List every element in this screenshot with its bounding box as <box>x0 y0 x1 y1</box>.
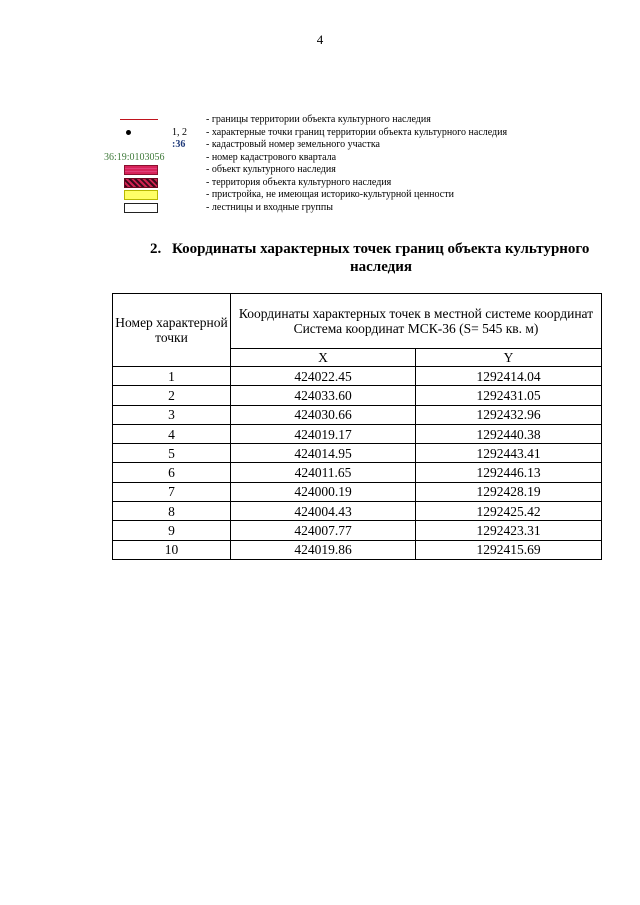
section-title-line2: наследия <box>349 259 413 275</box>
table-row <box>113 405 602 424</box>
extension-swatch-icon <box>124 190 158 200</box>
header-point-number: Номер характерной точки <box>113 294 231 367</box>
legend-row-extension <box>100 189 580 202</box>
point-number-cell: 10 <box>113 540 231 559</box>
legend-row-boundary <box>100 114 580 127</box>
table-row <box>113 444 602 463</box>
stairs-swatch-icon <box>124 203 158 213</box>
table-row <box>113 463 602 482</box>
legend-text: - пристройка, не имеющая историко-культурной ценности <box>206 189 454 200</box>
y-coordinate-cell: 1292432.96 <box>416 405 602 424</box>
point-number-cell: 3 <box>113 405 231 424</box>
legend-text: - объект культурного наследия <box>206 164 336 175</box>
legend-symbol-label: 36:19:0103056 <box>104 151 165 163</box>
table-row <box>113 502 602 521</box>
header-x: X <box>231 349 416 367</box>
legend-row-points <box>100 127 580 140</box>
header-coordinates-line1: Координаты характерных точек в местной системе координат <box>238 306 594 321</box>
point-number-cell: 1 <box>113 367 231 386</box>
legend-text: - лестницы и входные группы <box>206 201 333 213</box>
heritage-object-swatch-icon <box>124 165 158 175</box>
x-coordinate-cell: 424030.66 <box>231 405 416 424</box>
legend-text: - характерные точки границ территории объекта культурного наследия <box>206 126 508 138</box>
x-coordinate-cell: 424022.45 <box>231 367 416 386</box>
point-number-cell: 9 <box>113 521 231 540</box>
x-coordinate-cell: 424000.19 <box>231 482 416 501</box>
x-coordinate-cell: 424011.65 <box>231 463 416 482</box>
x-coordinate-cell: 424019.86 <box>231 540 416 559</box>
x-coordinate-cell: 424007.77 <box>231 521 416 540</box>
header-coordinates-line2: Система координат МСК-36 (S= 545 кв. м) <box>293 321 539 336</box>
legend-text: - территория объекта культурного наследия <box>206 176 392 188</box>
coordinates-table <box>112 293 602 560</box>
y-coordinate-cell: 1292443.41 <box>416 444 602 463</box>
map-legend <box>100 114 580 214</box>
table-row <box>113 367 602 386</box>
section-title-line1: Координаты характерных точек границ объекта культурного <box>172 241 590 257</box>
x-coordinate-cell: 424014.95 <box>231 444 416 463</box>
point-number-cell: 7 <box>113 482 231 501</box>
point-number-cell: 8 <box>113 502 231 521</box>
y-coordinate-cell: 1292423.31 <box>416 521 602 540</box>
legend-row-stairs <box>100 202 580 215</box>
legend-text: - границы территории объекта культурного наследия <box>206 114 431 125</box>
legend-row-cadastral <box>100 139 580 152</box>
legend-row-quarter <box>100 152 580 165</box>
y-coordinate-cell: 1292414.04 <box>416 367 602 386</box>
legend-row-heritage-territory <box>100 177 580 190</box>
point-number-cell: 2 <box>113 386 231 405</box>
x-coordinate-cell: 424019.17 <box>231 424 416 443</box>
header-coordinates <box>231 294 602 349</box>
y-coordinate-cell: 1292446.13 <box>416 463 602 482</box>
table-row <box>113 386 602 405</box>
y-coordinate-cell: 1292415.69 <box>416 540 602 559</box>
y-coordinate-cell: 1292425.42 <box>416 502 602 521</box>
table-row <box>113 482 602 501</box>
table-body <box>113 367 602 560</box>
y-coordinate-cell: 1292428.19 <box>416 482 602 501</box>
y-coordinate-cell: 1292440.38 <box>416 424 602 443</box>
table-row <box>113 540 602 559</box>
table-row <box>113 424 602 443</box>
legend-symbol-label: 1, 2 <box>172 126 187 138</box>
legend-text: - номер кадастрового квартала <box>206 151 337 163</box>
header-y: Y <box>416 349 602 367</box>
x-coordinate-cell: 424004.43 <box>231 502 416 521</box>
point-number-cell: 4 <box>113 424 231 443</box>
legend-row-heritage-object <box>100 164 580 177</box>
table-row <box>113 521 602 540</box>
section-heading <box>150 240 590 276</box>
legend-symbol-label: :36 <box>172 139 186 150</box>
hatched-territory-swatch-icon <box>124 178 158 188</box>
page-number: 4 <box>316 32 324 47</box>
point-dot-icon <box>126 130 131 135</box>
y-coordinate-cell: 1292431.05 <box>416 386 602 405</box>
point-number-cell: 5 <box>113 444 231 463</box>
section-number: 2. <box>150 241 162 257</box>
x-coordinate-cell: 424033.60 <box>231 386 416 405</box>
point-number-cell: 6 <box>113 463 231 482</box>
boundary-line-icon <box>120 119 158 120</box>
legend-text: - кадастровый номер земельного участка <box>206 139 380 150</box>
